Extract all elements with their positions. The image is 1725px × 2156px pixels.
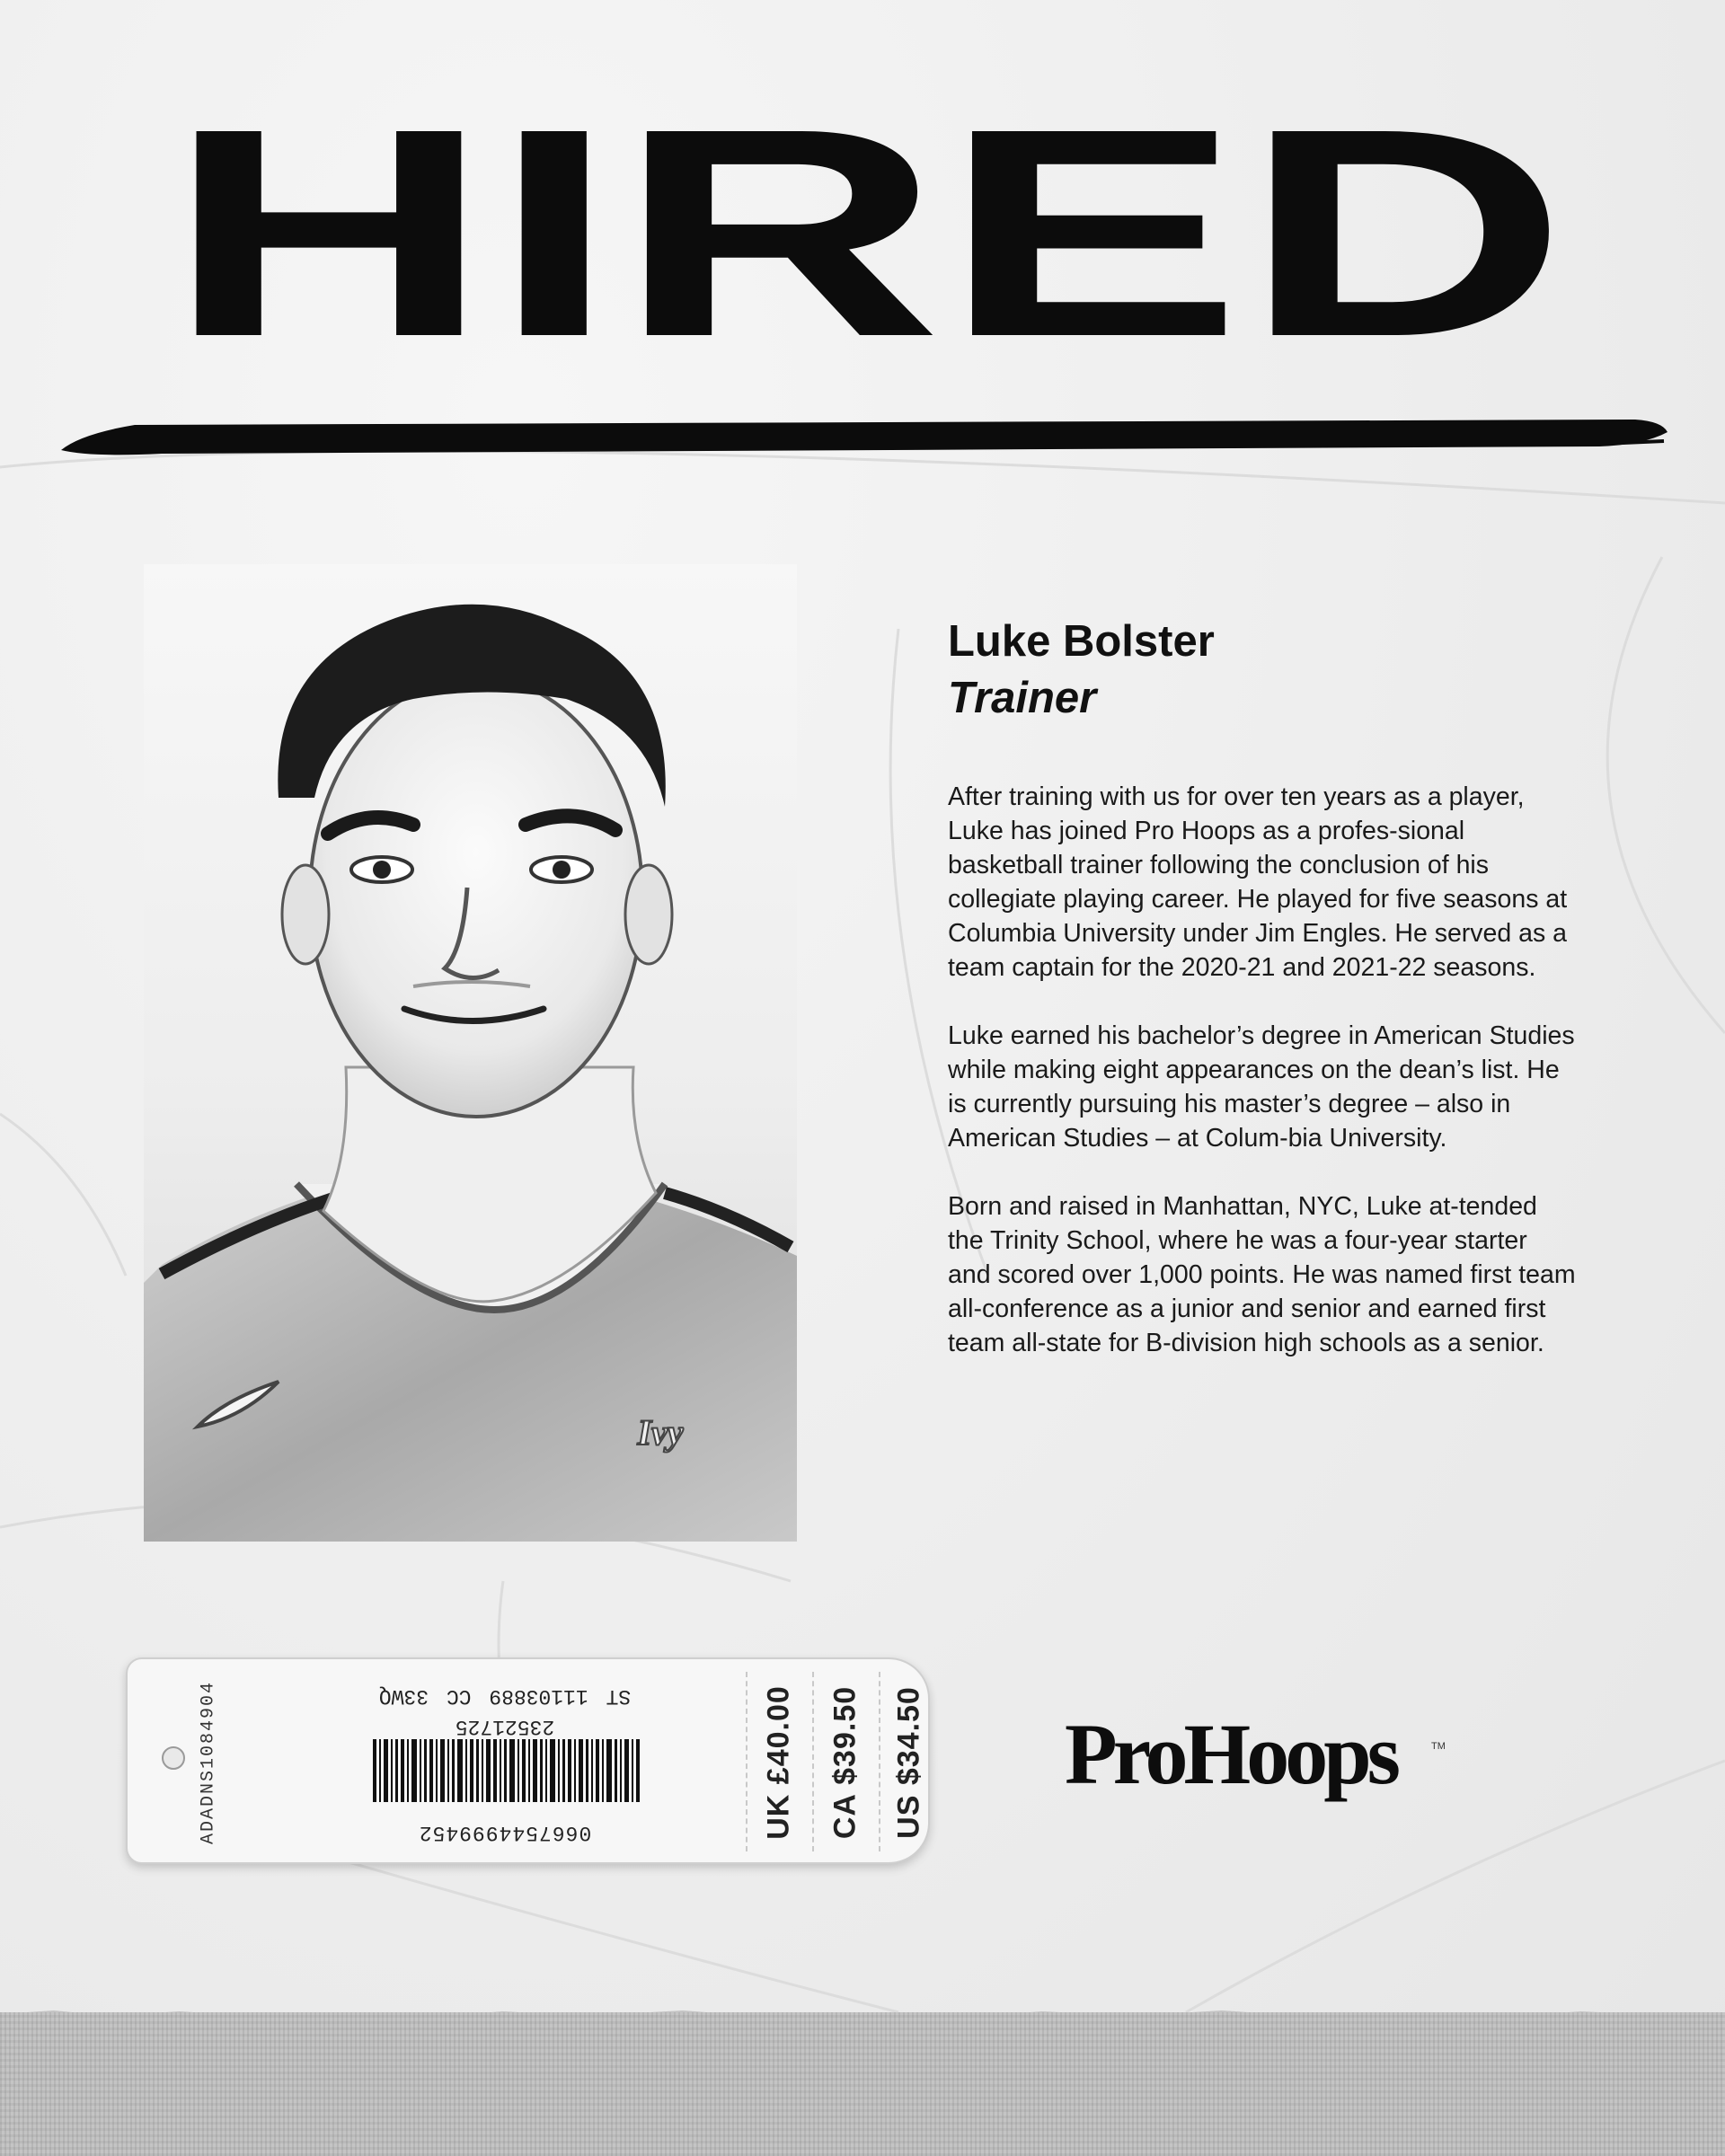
prohoops-logo: ProHoops [1065,1706,1396,1802]
bio-paragraph-1: After training with us for over ten years as a player, Luke has joined Pro Hoops as a profes-sional basketball trainer following the conclusion of his collegiate playing career. He played for five seasons at Columbia University under Jim Engles. He served as a team captain for the 2020-21 and 2021-22 seasons. [948,782,1568,982]
bio-section [948,617,1577,1394]
tag-item-number: 23521725 [455,1715,555,1738]
portrait-photo [144,564,797,1542]
bio-paragraphs [948,780,1577,1360]
bio-paragraph-3: Born and raised in Manhattan, NYC, Luke at-tended the Trinity School, where he was a four-year starter and scored over 1,000 points. He was named first team all-conference as a junior and senior and earned first team all-state for B-division high schools as a senior. [948,1192,1576,1357]
tag-hole [162,1746,185,1770]
headline-hired [166,103,1568,355]
jersey-logo-text: Ivy [637,1412,684,1453]
textured-bottom-strip [0,2012,1725,2156]
price-us: US $34.50 [891,1686,926,1839]
barcode-icon [370,1739,640,1802]
price-tag [126,1657,930,1864]
price-uk: UK £40.00 [761,1685,796,1840]
person-name: Luke Bolster [948,617,1215,666]
tag-divider [812,1672,814,1851]
portrait-illustration [144,564,797,1542]
price-ca: CA $39.50 [827,1685,862,1840]
person-role: Trainer [948,674,1097,722]
bio-paragraph-2: Luke earned his bachelor’s degree in American Studies while making eight appearances on the dean’s list. He is currently pursuing his master’s degree – also in American Studies – at Colum-bia University. [948,1021,1575,1153]
brush-stroke-divider [54,409,1671,463]
tag-side-code: ADADNS1084904 [198,1680,219,1845]
logo-trademark: TM [1431,1741,1446,1752]
tag-divider [746,1672,748,1851]
tag-divider [879,1672,880,1851]
tag-barcode-number: 0667544999452 [418,1821,592,1844]
tag-barcode-block [271,1675,739,1851]
headline-text: HIRED [166,103,1568,355]
tag-store-line: ST 11103889 CC 33WQ [378,1684,632,1708]
